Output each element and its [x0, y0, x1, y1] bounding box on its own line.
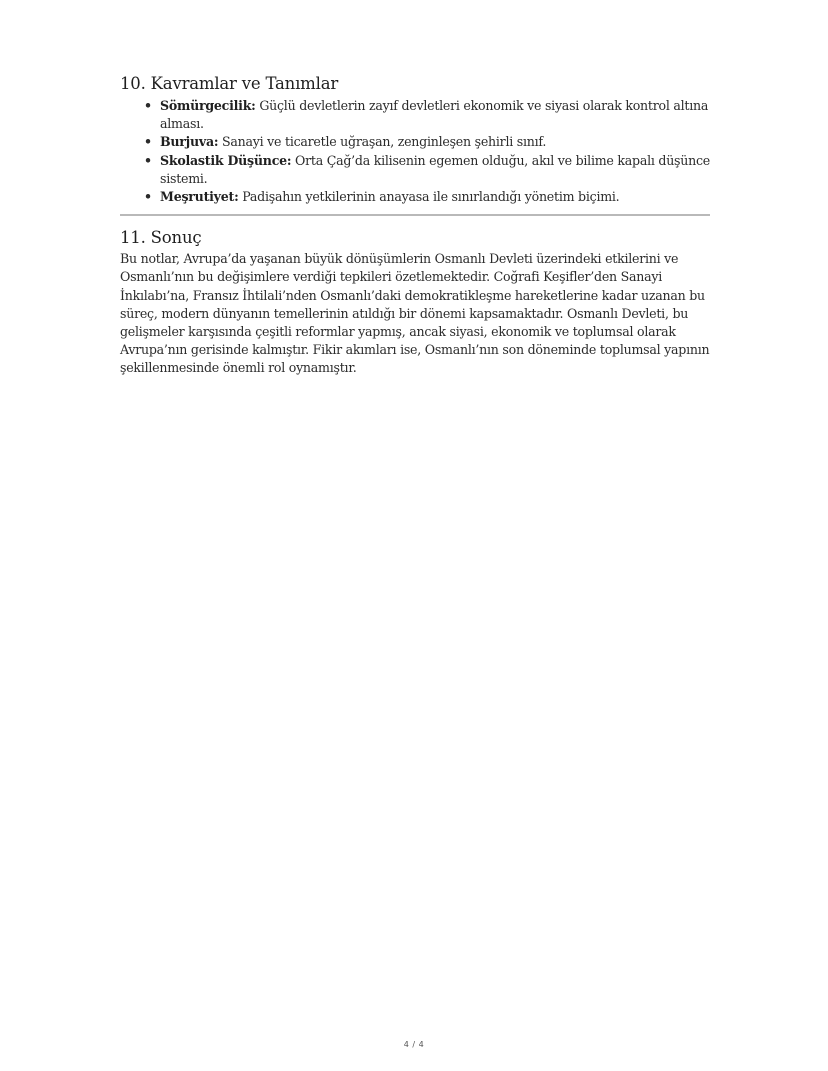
section-heading-conclusion: 11. Sonuç — [120, 228, 202, 248]
definitions-list — [120, 97, 710, 206]
term-label: Skolastik Düşünce: — [160, 152, 292, 168]
list-item — [144, 152, 710, 188]
list-item — [144, 133, 710, 151]
list-item — [144, 97, 710, 133]
term-label: Meşrutiyet: — [160, 189, 239, 205]
term-definition: Sanayi ve ticaretle uğraşan, zenginleşen şehirli sınıf. — [218, 134, 547, 150]
term-label: Burjuva: — [160, 134, 219, 150]
term-definition: Orta Çağ’da kilisenin egemen olduğu, akıl ve bilime kapalı düşünce sistemi. — [160, 152, 710, 186]
list-item — [144, 188, 710, 206]
term-definition: Padişahın yetkilerinin anayasa ile sınırlandığı yönetim biçimi. — [238, 189, 620, 205]
horizontal-divider — [120, 214, 710, 216]
bullet-icon: • — [144, 189, 152, 205]
term-label: Sömürgecilik: — [160, 98, 256, 113]
document-page — [120, 72, 710, 378]
bullet-icon: • — [144, 134, 152, 150]
page-number: 4 / 4 — [403, 1040, 425, 1049]
conclusion-paragraph: Bu notlar, Avrupa’da yaşanan büyük dönüşümlerin Osmanlı Devleti üzerindeki etkilerini ve Osmanlı’nın bu değişimlere verdiği tepkileri özetlemektedir. Coğrafi Keşifler’den Sanayi İnkılabı’na, Fransız İhtilali’nden Osmanlı’daki demokratikleşme hareketlerine kadar uzanan bu süreç, modern dünyanın temellerinin atıldığı bir dönemi kapsamaktadır. Osmanlı Devleti, bu gelişmeler karşısında çeşitli reformlar yapmış, ancak siyasi, ekonomik ve toplumsal olarak Avrupa’nın gerisinde kalmıştır. Fikir akımları ise, Osmanlı’nın son döneminde toplumsal yapının şekillenmesinde önemli rol oynamıştır. — [120, 251, 710, 376]
bullet-icon: • — [144, 98, 152, 113]
section-heading-concepts: 10. Kavramlar ve Tanımlar — [120, 74, 339, 93]
term-definition: Güçlü devletlerin zayıf devletleri ekonomik ve siyasi olarak kontrol altına alması. — [160, 98, 709, 132]
bullet-icon: • — [144, 152, 152, 168]
